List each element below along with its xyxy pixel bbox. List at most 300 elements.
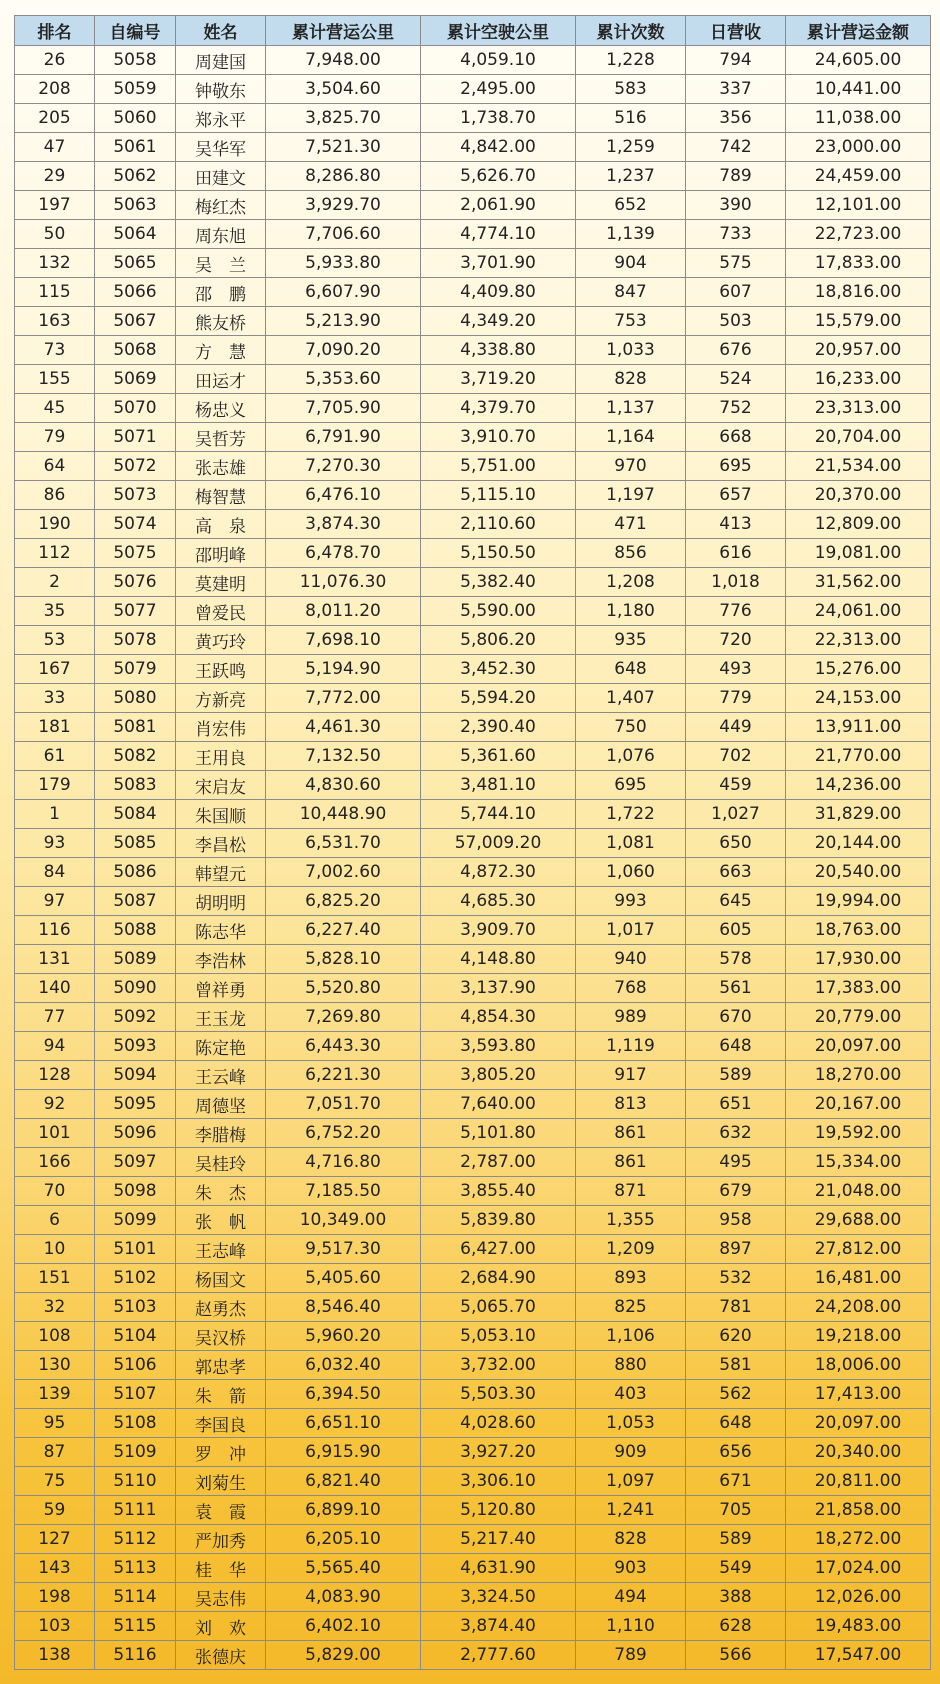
cell-empty-km: 3,910.70 [421, 423, 576, 452]
cell-id: 5066 [95, 278, 176, 307]
cell-empty-km: 3,137.90 [421, 974, 576, 1003]
cell-name: 刘 欢 [176, 1612, 266, 1641]
cell-name: 钟敬东 [176, 75, 266, 104]
cell-rank: 1 [15, 800, 95, 829]
cell-rank: 197 [15, 191, 95, 220]
cell-id: 5095 [95, 1090, 176, 1119]
table-row [15, 133, 931, 162]
table-row [15, 742, 931, 771]
table-row [15, 510, 931, 539]
cell-total-revenue: 19,592.00 [786, 1119, 931, 1148]
cell-total-revenue: 29,688.00 [786, 1206, 931, 1235]
cell-trip-count: 940 [576, 945, 686, 974]
cell-name: 邵 鹏 [176, 278, 266, 307]
cell-name: 陈定艳 [176, 1032, 266, 1061]
cell-trip-count: 1,060 [576, 858, 686, 887]
cell-rank: 208 [15, 75, 95, 104]
cell-trip-count: 648 [576, 655, 686, 684]
cell-daily-revenue: 620 [686, 1322, 786, 1351]
cell-operating-km: 6,821.40 [266, 1467, 421, 1496]
cell-total-revenue: 18,816.00 [786, 278, 931, 307]
cell-trip-count: 861 [576, 1119, 686, 1148]
cell-rank: 93 [15, 829, 95, 858]
table-header [15, 16, 931, 46]
cell-id: 5062 [95, 162, 176, 191]
cell-operating-km: 3,929.70 [266, 191, 421, 220]
cell-id: 5093 [95, 1032, 176, 1061]
cell-id: 5089 [95, 945, 176, 974]
cell-operating-km: 6,752.20 [266, 1119, 421, 1148]
cell-total-revenue: 17,383.00 [786, 974, 931, 1003]
cell-id: 5061 [95, 133, 176, 162]
cell-operating-km: 5,933.80 [266, 249, 421, 278]
cell-total-revenue: 22,313.00 [786, 626, 931, 655]
cell-rank: 166 [15, 1148, 95, 1177]
table-row [15, 829, 931, 858]
cell-empty-km: 3,805.20 [421, 1061, 576, 1090]
cell-id: 5099 [95, 1206, 176, 1235]
cell-rank: 108 [15, 1322, 95, 1351]
table-row [15, 1641, 931, 1670]
cell-name: 方新亮 [176, 684, 266, 713]
cell-empty-km: 6,427.00 [421, 1235, 576, 1264]
cell-rank: 79 [15, 423, 95, 452]
cell-total-revenue: 11,038.00 [786, 104, 931, 133]
table-row [15, 1322, 931, 1351]
cell-empty-km: 3,732.00 [421, 1351, 576, 1380]
cell-total-revenue: 22,723.00 [786, 220, 931, 249]
cell-operating-km: 6,791.90 [266, 423, 421, 452]
cell-daily-revenue: 459 [686, 771, 786, 800]
cell-name: 刘菊生 [176, 1467, 266, 1496]
cell-id: 5070 [95, 394, 176, 423]
cell-name: 梅智慧 [176, 481, 266, 510]
cell-rank: 205 [15, 104, 95, 133]
cell-trip-count: 1,164 [576, 423, 686, 452]
cell-empty-km: 4,774.10 [421, 220, 576, 249]
cell-daily-revenue: 781 [686, 1293, 786, 1322]
cell-trip-count: 516 [576, 104, 686, 133]
cell-daily-revenue: 493 [686, 655, 786, 684]
header-trip-count: 累计次数 [576, 16, 686, 46]
cell-trip-count: 1,209 [576, 1235, 686, 1264]
cell-id: 5092 [95, 1003, 176, 1032]
cell-id: 5104 [95, 1322, 176, 1351]
cell-rank: 32 [15, 1293, 95, 1322]
cell-empty-km: 5,065.70 [421, 1293, 576, 1322]
cell-id: 5109 [95, 1438, 176, 1467]
cell-total-revenue: 21,858.00 [786, 1496, 931, 1525]
cell-operating-km: 3,874.30 [266, 510, 421, 539]
cell-rank: 115 [15, 278, 95, 307]
table-row [15, 1496, 931, 1525]
cell-operating-km: 4,830.60 [266, 771, 421, 800]
cell-rank: 45 [15, 394, 95, 423]
table-row [15, 1177, 931, 1206]
cell-id: 5065 [95, 249, 176, 278]
cell-total-revenue: 17,833.00 [786, 249, 931, 278]
cell-trip-count: 403 [576, 1380, 686, 1409]
cell-operating-km: 10,349.00 [266, 1206, 421, 1235]
cell-total-revenue: 18,006.00 [786, 1351, 931, 1380]
cell-total-revenue: 20,097.00 [786, 1032, 931, 1061]
cell-trip-count: 1,137 [576, 394, 686, 423]
cell-daily-revenue: 356 [686, 104, 786, 133]
cell-empty-km: 3,719.20 [421, 365, 576, 394]
cell-rank: 112 [15, 539, 95, 568]
cell-total-revenue: 18,272.00 [786, 1525, 931, 1554]
table-row [15, 916, 931, 945]
cell-name: 曾祥勇 [176, 974, 266, 1003]
cell-id: 5075 [95, 539, 176, 568]
table-row [15, 1525, 931, 1554]
cell-empty-km: 5,626.70 [421, 162, 576, 191]
cell-total-revenue: 20,704.00 [786, 423, 931, 452]
table-row [15, 1293, 931, 1322]
cell-empty-km: 3,481.10 [421, 771, 576, 800]
table-row [15, 1612, 931, 1641]
cell-operating-km: 7,698.10 [266, 626, 421, 655]
cell-id: 5112 [95, 1525, 176, 1554]
table-row [15, 858, 931, 887]
cell-trip-count: 1,259 [576, 133, 686, 162]
cell-total-revenue: 12,809.00 [786, 510, 931, 539]
cell-name: 朱 杰 [176, 1177, 266, 1206]
cell-id: 5064 [95, 220, 176, 249]
cell-total-revenue: 19,483.00 [786, 1612, 931, 1641]
cell-name: 朱 箭 [176, 1380, 266, 1409]
cell-rank: 94 [15, 1032, 95, 1061]
ranking-table [14, 15, 931, 1670]
table-row [15, 46, 931, 75]
cell-id: 5063 [95, 191, 176, 220]
cell-operating-km: 7,002.60 [266, 858, 421, 887]
cell-total-revenue: 20,370.00 [786, 481, 931, 510]
cell-total-revenue: 20,957.00 [786, 336, 931, 365]
cell-total-revenue: 24,459.00 [786, 162, 931, 191]
cell-name: 张 帆 [176, 1206, 266, 1235]
cell-name: 曾爱民 [176, 597, 266, 626]
cell-total-revenue: 20,540.00 [786, 858, 931, 887]
cell-id: 5096 [95, 1119, 176, 1148]
cell-trip-count: 583 [576, 75, 686, 104]
cell-id: 5067 [95, 307, 176, 336]
cell-total-revenue: 24,153.00 [786, 684, 931, 713]
cell-daily-revenue: 648 [686, 1032, 786, 1061]
table-row [15, 220, 931, 249]
table-row [15, 394, 931, 423]
cell-rank: 130 [15, 1351, 95, 1380]
table-row [15, 365, 931, 394]
cell-id: 5114 [95, 1583, 176, 1612]
cell-operating-km: 6,394.50 [266, 1380, 421, 1409]
cell-daily-revenue: 581 [686, 1351, 786, 1380]
cell-trip-count: 1,208 [576, 568, 686, 597]
cell-rank: 190 [15, 510, 95, 539]
cell-id: 5077 [95, 597, 176, 626]
cell-daily-revenue: 495 [686, 1148, 786, 1177]
cell-rank: 131 [15, 945, 95, 974]
cell-rank: 6 [15, 1206, 95, 1235]
cell-name: 张德庆 [176, 1641, 266, 1670]
cell-rank: 35 [15, 597, 95, 626]
cell-trip-count: 828 [576, 1525, 686, 1554]
cell-operating-km: 7,090.20 [266, 336, 421, 365]
cell-daily-revenue: 671 [686, 1467, 786, 1496]
header-id: 自编号 [95, 16, 176, 46]
cell-empty-km: 5,594.20 [421, 684, 576, 713]
table-row [15, 713, 931, 742]
cell-empty-km: 3,452.30 [421, 655, 576, 684]
cell-daily-revenue: 549 [686, 1554, 786, 1583]
cell-daily-revenue: 752 [686, 394, 786, 423]
cell-operating-km: 6,227.40 [266, 916, 421, 945]
cell-empty-km: 3,874.40 [421, 1612, 576, 1641]
cell-empty-km: 2,777.60 [421, 1641, 576, 1670]
cell-daily-revenue: 413 [686, 510, 786, 539]
cell-trip-count: 1,407 [576, 684, 686, 713]
cell-operating-km: 7,521.30 [266, 133, 421, 162]
table-row [15, 771, 931, 800]
cell-trip-count: 1,053 [576, 1409, 686, 1438]
cell-total-revenue: 19,994.00 [786, 887, 931, 916]
cell-rank: 70 [15, 1177, 95, 1206]
cell-trip-count: 695 [576, 771, 686, 800]
cell-total-revenue: 10,441.00 [786, 75, 931, 104]
cell-daily-revenue: 607 [686, 278, 786, 307]
cell-total-revenue: 13,911.00 [786, 713, 931, 742]
cell-empty-km: 57,009.20 [421, 829, 576, 858]
cell-daily-revenue: 679 [686, 1177, 786, 1206]
cell-trip-count: 1,355 [576, 1206, 686, 1235]
table-row [15, 597, 931, 626]
cell-rank: 179 [15, 771, 95, 800]
cell-empty-km: 2,495.00 [421, 75, 576, 104]
header-name: 姓名 [176, 16, 266, 46]
table-row [15, 1467, 931, 1496]
table-row [15, 1554, 931, 1583]
cell-operating-km: 7,132.50 [266, 742, 421, 771]
cell-daily-revenue: 632 [686, 1119, 786, 1148]
cell-id: 5079 [95, 655, 176, 684]
cell-operating-km: 5,353.60 [266, 365, 421, 394]
cell-daily-revenue: 575 [686, 249, 786, 278]
cell-total-revenue: 24,208.00 [786, 1293, 931, 1322]
cell-trip-count: 652 [576, 191, 686, 220]
cell-name: 肖宏伟 [176, 713, 266, 742]
table-row [15, 1438, 931, 1467]
cell-daily-revenue: 524 [686, 365, 786, 394]
cell-total-revenue: 17,413.00 [786, 1380, 931, 1409]
cell-total-revenue: 20,811.00 [786, 1467, 931, 1496]
cell-operating-km: 6,402.10 [266, 1612, 421, 1641]
table-row [15, 887, 931, 916]
cell-name: 张志雄 [176, 452, 266, 481]
cell-daily-revenue: 733 [686, 220, 786, 249]
cell-trip-count: 1,119 [576, 1032, 686, 1061]
cell-trip-count: 880 [576, 1351, 686, 1380]
cell-name: 周东旭 [176, 220, 266, 249]
cell-daily-revenue: 670 [686, 1003, 786, 1032]
cell-daily-revenue: 337 [686, 75, 786, 104]
cell-trip-count: 847 [576, 278, 686, 307]
cell-rank: 50 [15, 220, 95, 249]
cell-empty-km: 2,061.90 [421, 191, 576, 220]
cell-total-revenue: 21,770.00 [786, 742, 931, 771]
cell-total-revenue: 15,334.00 [786, 1148, 931, 1177]
cell-daily-revenue: 651 [686, 1090, 786, 1119]
table-row [15, 684, 931, 713]
cell-operating-km: 5,829.00 [266, 1641, 421, 1670]
cell-operating-km: 6,607.90 [266, 278, 421, 307]
cell-daily-revenue: 561 [686, 974, 786, 1003]
cell-name: 陈志华 [176, 916, 266, 945]
cell-total-revenue: 12,026.00 [786, 1583, 931, 1612]
cell-operating-km: 5,213.90 [266, 307, 421, 336]
cell-rank: 198 [15, 1583, 95, 1612]
cell-operating-km: 8,011.20 [266, 597, 421, 626]
cell-empty-km: 5,503.30 [421, 1380, 576, 1409]
cell-trip-count: 1,106 [576, 1322, 686, 1351]
cell-daily-revenue: 449 [686, 713, 786, 742]
cell-total-revenue: 24,061.00 [786, 597, 931, 626]
cell-name: 桂 华 [176, 1554, 266, 1583]
cell-id: 5113 [95, 1554, 176, 1583]
cell-rank: 59 [15, 1496, 95, 1525]
cell-rank: 140 [15, 974, 95, 1003]
cell-id: 5071 [95, 423, 176, 452]
cell-trip-count: 935 [576, 626, 686, 655]
cell-operating-km: 6,443.30 [266, 1032, 421, 1061]
header-row [15, 16, 931, 46]
table-row [15, 539, 931, 568]
cell-operating-km: 9,517.30 [266, 1235, 421, 1264]
cell-name: 吴华军 [176, 133, 266, 162]
cell-rank: 86 [15, 481, 95, 510]
cell-rank: 181 [15, 713, 95, 742]
cell-rank: 116 [15, 916, 95, 945]
table-row [15, 626, 931, 655]
cell-id: 5090 [95, 974, 176, 1003]
cell-trip-count: 871 [576, 1177, 686, 1206]
table-row [15, 974, 931, 1003]
cell-total-revenue: 31,829.00 [786, 800, 931, 829]
cell-id: 5102 [95, 1264, 176, 1293]
cell-name: 郭忠孝 [176, 1351, 266, 1380]
cell-id: 5097 [95, 1148, 176, 1177]
cell-id: 5088 [95, 916, 176, 945]
cell-name: 梅红杰 [176, 191, 266, 220]
cell-trip-count: 970 [576, 452, 686, 481]
cell-empty-km: 3,855.40 [421, 1177, 576, 1206]
table-row [15, 75, 931, 104]
cell-daily-revenue: 650 [686, 829, 786, 858]
cell-daily-revenue: 578 [686, 945, 786, 974]
cell-daily-revenue: 1,018 [686, 568, 786, 597]
cell-daily-revenue: 388 [686, 1583, 786, 1612]
cell-empty-km: 5,217.40 [421, 1525, 576, 1554]
cell-name: 严加秀 [176, 1525, 266, 1554]
cell-daily-revenue: 605 [686, 916, 786, 945]
cell-trip-count: 993 [576, 887, 686, 916]
cell-total-revenue: 20,097.00 [786, 1409, 931, 1438]
table-row [15, 104, 931, 133]
cell-rank: 26 [15, 46, 95, 75]
table-row [15, 1351, 931, 1380]
cell-rank: 64 [15, 452, 95, 481]
table-row [15, 1148, 931, 1177]
cell-empty-km: 4,059.10 [421, 46, 576, 75]
table-row [15, 278, 931, 307]
cell-name: 高 泉 [176, 510, 266, 539]
cell-total-revenue: 24,605.00 [786, 46, 931, 75]
cell-rank: 97 [15, 887, 95, 916]
cell-rank: 77 [15, 1003, 95, 1032]
table-row [15, 1003, 931, 1032]
header-operating-km: 累计营运公里 [266, 16, 421, 46]
cell-trip-count: 1,076 [576, 742, 686, 771]
cell-name: 方 慧 [176, 336, 266, 365]
cell-empty-km: 3,909.70 [421, 916, 576, 945]
cell-name: 李昌松 [176, 829, 266, 858]
cell-daily-revenue: 789 [686, 162, 786, 191]
cell-trip-count: 904 [576, 249, 686, 278]
cell-total-revenue: 17,024.00 [786, 1554, 931, 1583]
table-row [15, 249, 931, 278]
table-row [15, 1090, 931, 1119]
cell-name: 周建国 [176, 46, 266, 75]
cell-empty-km: 4,338.80 [421, 336, 576, 365]
cell-empty-km: 4,379.70 [421, 394, 576, 423]
cell-operating-km: 11,076.30 [266, 568, 421, 597]
cell-daily-revenue: 705 [686, 1496, 786, 1525]
cell-empty-km: 4,854.30 [421, 1003, 576, 1032]
cell-trip-count: 789 [576, 1641, 686, 1670]
cell-total-revenue: 31,562.00 [786, 568, 931, 597]
cell-daily-revenue: 668 [686, 423, 786, 452]
cell-id: 5103 [95, 1293, 176, 1322]
cell-rank: 128 [15, 1061, 95, 1090]
cell-empty-km: 5,382.40 [421, 568, 576, 597]
cell-total-revenue: 20,167.00 [786, 1090, 931, 1119]
cell-name: 王云峰 [176, 1061, 266, 1090]
cell-empty-km: 3,701.90 [421, 249, 576, 278]
cell-id: 5110 [95, 1467, 176, 1496]
cell-rank: 61 [15, 742, 95, 771]
cell-trip-count: 1,033 [576, 336, 686, 365]
cell-name: 莫建明 [176, 568, 266, 597]
cell-trip-count: 1,241 [576, 1496, 686, 1525]
cell-operating-km: 7,185.50 [266, 1177, 421, 1206]
table-row [15, 1264, 931, 1293]
cell-total-revenue: 23,000.00 [786, 133, 931, 162]
cell-operating-km: 7,269.80 [266, 1003, 421, 1032]
cell-total-revenue: 14,236.00 [786, 771, 931, 800]
cell-id: 5060 [95, 104, 176, 133]
cell-rank: 2 [15, 568, 95, 597]
cell-operating-km: 5,960.20 [266, 1322, 421, 1351]
table-row [15, 452, 931, 481]
cell-daily-revenue: 702 [686, 742, 786, 771]
table-row [15, 1206, 931, 1235]
cell-rank: 47 [15, 133, 95, 162]
cell-daily-revenue: 532 [686, 1264, 786, 1293]
cell-daily-revenue: 897 [686, 1235, 786, 1264]
cell-trip-count: 1,722 [576, 800, 686, 829]
cell-trip-count: 1,237 [576, 162, 686, 191]
cell-id: 5106 [95, 1351, 176, 1380]
cell-total-revenue: 20,779.00 [786, 1003, 931, 1032]
